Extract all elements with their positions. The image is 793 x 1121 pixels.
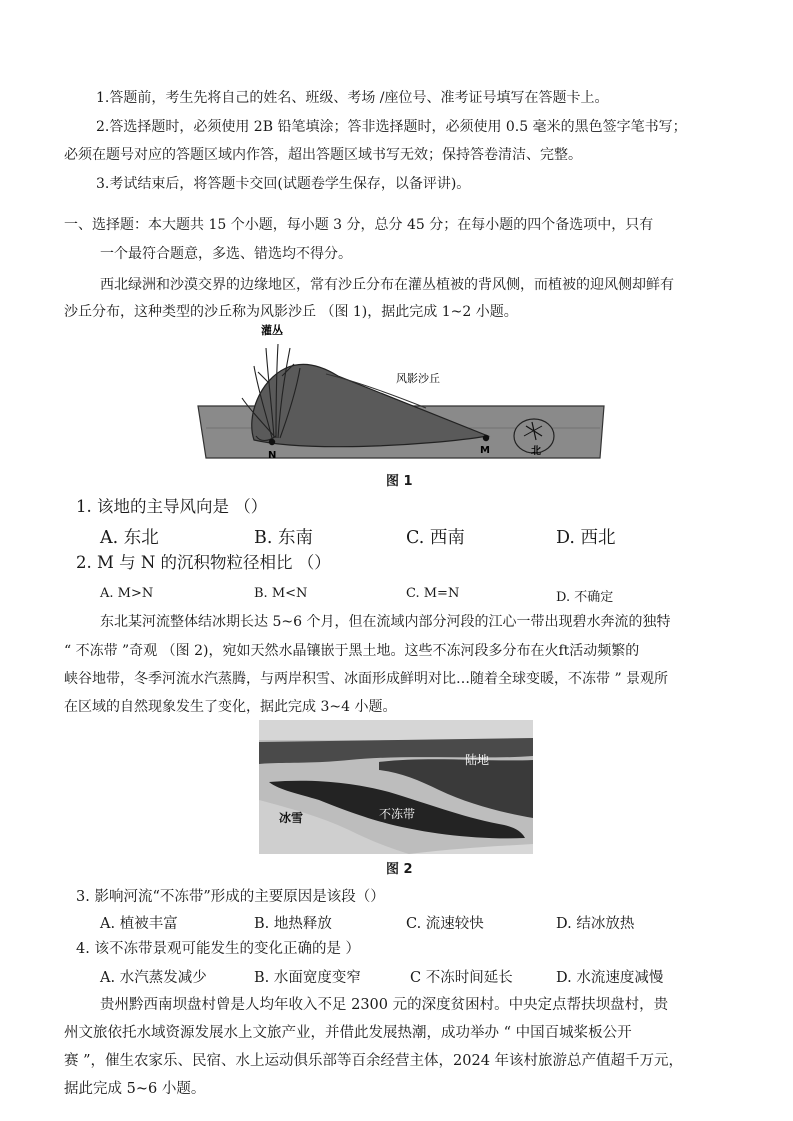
q2-option-d[interactable]: D. 不确定: [556, 590, 614, 605]
q4-stem: 4. 该不冻带景观可能发生的变化正确的是 ）: [76, 941, 361, 957]
figure-2-caption: 图 2: [386, 862, 413, 877]
q1-option-d[interactable]: D. 西北: [556, 528, 616, 548]
label-north: 北: [531, 446, 541, 457]
q2-stem: 2. M 与 N 的沉积物粒径相比 （）: [76, 553, 331, 572]
label-dune: 风影沙丘: [396, 372, 440, 385]
q1-stem: 1. 该地的主导风向是 （）: [76, 497, 268, 516]
q4-option-d[interactable]: D. 水流速度减慢: [556, 970, 664, 986]
passage3-line4: 据此完成 5~6 小题。: [64, 1081, 206, 1097]
q3-option-a[interactable]: A. 植被丰富: [100, 916, 178, 932]
q2-option-c[interactable]: C. M=N: [406, 586, 460, 601]
label-ice: 冰雪: [279, 811, 304, 825]
instruction-2-cont: 必须在题号对应的答题区域内作答，超出答题区域书写无效；保持答卷清洁、完整。: [64, 147, 582, 163]
q1-option-c[interactable]: C. 西南: [406, 528, 465, 548]
q1-option-a[interactable]: A. 东北: [100, 528, 159, 548]
q3-option-c[interactable]: C. 流速较快: [406, 916, 484, 932]
passage2-line1: 东北某河流整体结冰期长达 5~6 个月，但在流域内部分河段的江心一带出现碧水奔流的独特: [100, 614, 671, 630]
passage2-line3: 峡谷地带，冬季河流水汽蒸腾，与两岸积雪、冰面形成鲜明对比…随着全球变暖，不冻带 ” 景观所: [64, 671, 669, 687]
point-m: [483, 435, 489, 441]
q4-option-b[interactable]: B. 水面宽度变窄: [254, 970, 361, 986]
label-m: M: [480, 445, 490, 456]
figure-2-river-photo: [259, 720, 533, 854]
passage3-line3: 赛 ”，催生农家乐、民宿、水上运动俱乐部等百余经营主体，2024 年该村旅游总产值超千万元，: [64, 1053, 684, 1069]
label-bush: 灌丛: [261, 324, 283, 337]
point-n: [269, 439, 275, 445]
instruction-3: 3.考试结束后，将答题卡交回(试题卷学生保存，以备评讲)。: [96, 176, 471, 192]
label-n: N: [268, 450, 277, 461]
q3-stem: 3. 影响河流“不冻带”形成的主要原因是该段（）: [76, 889, 385, 905]
section-header-cont: 一个最符合题意，多选、错选均不得分。: [100, 246, 352, 262]
passage3-line2: 州文旅依托水域资源发展水上文旅产业，并借此发展热潮，成功举办 “ 中国百城桨板公开: [64, 1025, 632, 1041]
figure-1-dune-diagram: [176, 318, 616, 468]
label-unfrozen: 不冻带: [379, 807, 416, 821]
passage2-line2: “ 不冻带 ”奇观 （图 2)，宛如天然水晶镶嵌于黑土地。这些不冻河段多分布在火ft活动频繁的: [64, 643, 640, 659]
instruction-1: 1.答题前，考生先将自己的姓名、班级、考场 /座位号、准考证号填写在答题卡上。: [96, 90, 609, 106]
label-land: 陆地: [465, 753, 490, 767]
q4-option-c[interactable]: C 不冻时间延长: [410, 970, 513, 986]
q2-option-b[interactable]: B. M<N: [254, 586, 308, 601]
passage2-line4: 在区域的自然现象发生了变化，据此完成 3~4 小题。: [64, 699, 397, 715]
q3-option-b[interactable]: B. 地热释放: [254, 916, 332, 932]
q1-option-b[interactable]: B. 东南: [254, 528, 313, 548]
q2-option-a[interactable]: A. M>N: [100, 586, 154, 601]
passage1-line1: 西北绿洲和沙漠交界的边缘地区，常有沙丘分布在灌丛植被的背风侧，而植被的迎风侧却鲜有: [100, 277, 674, 293]
passage1-line2: 沙丘分布，这种类型的沙丘称为风影沙丘 （图 1)，据此完成 1~2 小题。: [64, 304, 518, 320]
q4-option-a[interactable]: A. 水汽蒸发减少: [100, 970, 207, 986]
passage3-line1: 贵州黔西南坝盘村曾是人均年收入不足 2300 元的深度贫困村。中央定点帮扶坝盘村，贵: [100, 997, 669, 1013]
instruction-2: 2.答选择题时，必须使用 2B 铅笔填涂；答非选择题时，必须使用 0.5 毫米的黑色签字笔书写；: [96, 119, 687, 135]
q3-option-d[interactable]: D. 结冰放热: [556, 916, 635, 932]
section-header: 一、选择题：本大题共 15 个小题，每小题 3 分，总分 45 分；在每小题的四个备选项中，只有: [64, 217, 654, 233]
figure-1-caption: 图 1: [386, 474, 413, 489]
